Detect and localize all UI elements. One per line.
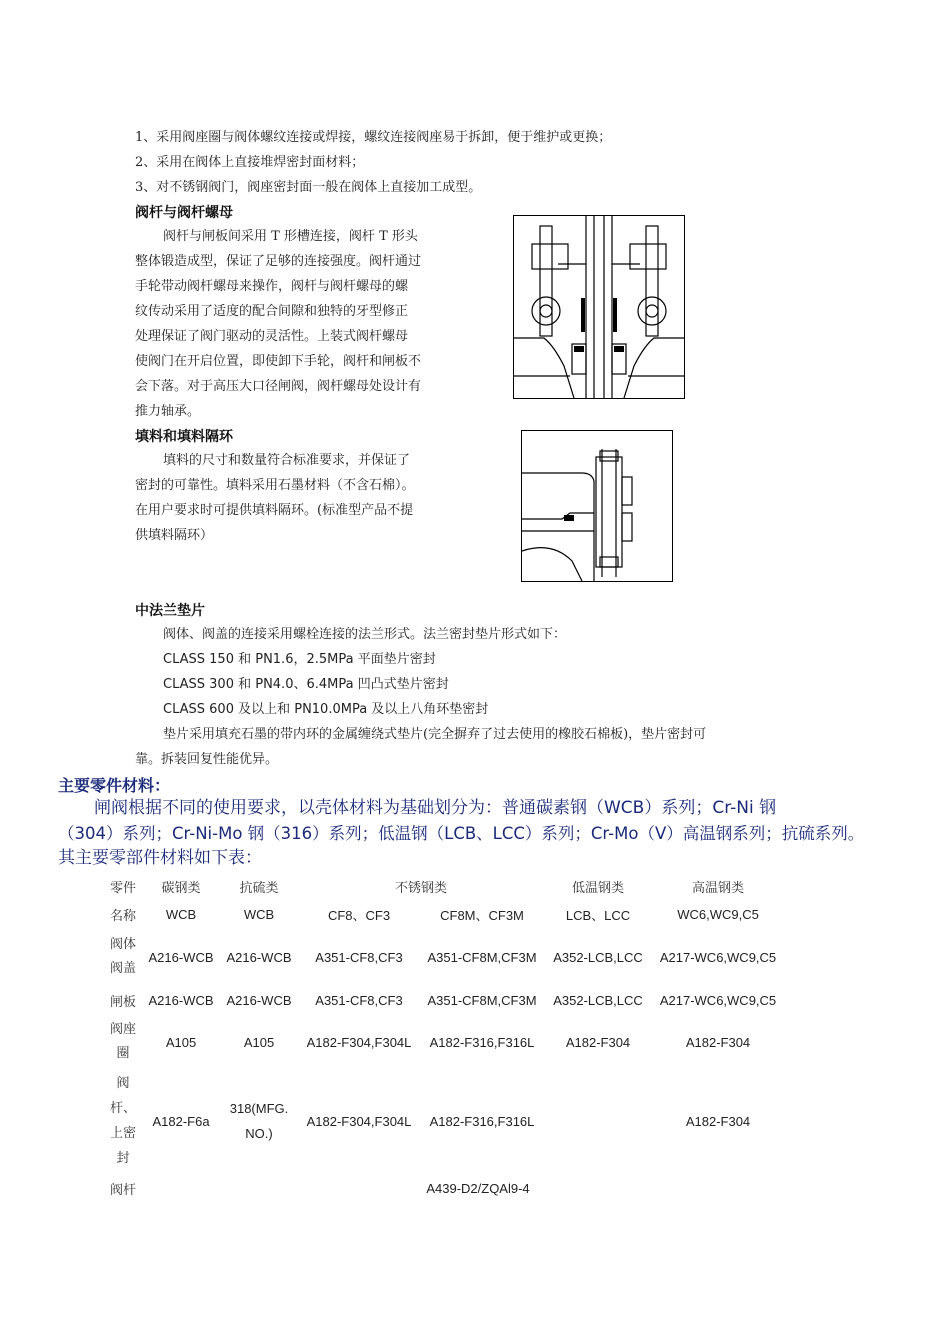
part-name-line: 阀座 <box>109 1022 136 1037</box>
stem-line: 会下落。对于高压大口径闸阀，阀杆螺母处设计有 <box>135 379 422 394</box>
table-cell: A182-F316,F316L <box>429 1034 535 1050</box>
table-cell: A182-F304,F304L <box>306 1113 412 1129</box>
table-cell: A182-F316,F316L <box>429 1113 535 1129</box>
table-cell-line: NO.) <box>245 1126 273 1141</box>
part-name-line: 阀 <box>116 1076 130 1091</box>
gasket-line: CLASS 300 和 PN4.0、6.4MPa 凹凸式垫片密封 <box>163 677 449 692</box>
table-cell: A351-CF8M,CF3M <box>427 992 537 1008</box>
packing-line: 密封的可靠性。填料采用石墨材料（不含石棉）。 <box>135 478 415 493</box>
table-part-name <box>104 928 142 986</box>
stem-line: 阀杆与闸板间采用 T 形槽连接，阀杆 T 形头 <box>163 229 418 244</box>
table-cell: A216-WCB <box>148 949 214 965</box>
gasket-heading: 中法兰垫片 <box>135 603 205 619</box>
stem-line: 使阀门在开启位置，即使卸下手轮，阀杆和闸板不 <box>135 354 422 369</box>
table-header-cell: 不锈钢类 <box>394 880 447 896</box>
table-cell: A105 <box>243 1034 275 1050</box>
packing-paragraph <box>135 448 445 548</box>
stem-line: 手轮带动阀杆螺母来操作，阀杆与阀杆螺母的螺 <box>135 279 409 294</box>
seat-note-3: 3、对不锈钢阀门，阀座密封面一般在阀体上直接加工成型。 <box>135 180 482 195</box>
table-cell: A216-WCB <box>226 949 292 965</box>
table-header-cell: WCB <box>243 906 275 922</box>
table-cell: A182-F304,F304L <box>306 1034 412 1050</box>
materials-heading: 主要零件材料： <box>58 776 171 795</box>
table-header-cell: 抗硫类 <box>239 880 279 896</box>
gasket-paragraph <box>135 622 775 772</box>
table-part-name: 闸板 <box>109 994 136 1010</box>
table-cell-line: 318(MFG. <box>229 1101 289 1116</box>
packing-line: 供填料隔环） <box>135 528 214 543</box>
gasket-line: 靠。拆装回复性能优异。 <box>135 752 279 767</box>
part-name-line: 阀体 <box>109 937 136 952</box>
table-cell: A352-LCB,LCC <box>553 992 643 1008</box>
table-cell: A217-WC6,WC9,C5 <box>659 949 777 965</box>
table-cell <box>544 1070 652 1172</box>
table-cell: A351-CF8,CF3 <box>315 949 403 965</box>
materials-intro <box>58 796 908 871</box>
table-part-name <box>104 1070 142 1172</box>
table-header-cell: 低温钢类 <box>571 880 624 896</box>
table-header-cell: WCB <box>165 906 197 922</box>
table-cell: A439-D2/ZQAl9-4 <box>426 1180 530 1196</box>
stem-paragraph <box>135 224 445 424</box>
table-cell: A216-WCB <box>148 992 214 1008</box>
stem-nut-drawing <box>513 215 685 399</box>
gasket-line: 垫片采用填充石墨的带内环的金属缠绕式垫片(完全摒弃了过去使用的橡胶石棉板)，垫片密封可 <box>163 727 707 742</box>
stem-line: 纹传动采用了适度的配合间隙和独特的牙型修正 <box>135 304 409 319</box>
materials-table <box>104 872 784 1204</box>
part-name-line: 圈 <box>116 1046 130 1061</box>
table-cell: A182-F304 <box>685 1113 751 1129</box>
packing-drawing <box>521 430 673 582</box>
table-row <box>104 1172 784 1204</box>
table-row <box>104 1070 784 1172</box>
table-part-name <box>104 1014 142 1070</box>
part-name-line: 杆、 <box>109 1101 136 1116</box>
table-header-row <box>104 872 784 900</box>
seat-note-1: 1、采用阀座圈与阀体螺纹连接或焊接，螺纹连接阀座易于拆卸，便于维护或更换； <box>135 130 612 145</box>
table-header-cell: 零件 <box>109 880 136 896</box>
stem-line: 整体锻造成型，保证了足够的连接强度。阀杆通过 <box>135 254 422 269</box>
materials-intro-line: 其主要零部件材料如下表： <box>58 848 262 868</box>
stem-heading: 阀杆与阀杆螺母 <box>135 205 233 221</box>
table-row <box>104 986 784 1014</box>
table-header-cell: 名称 <box>109 908 136 924</box>
table-header-cell: WC6,WC9,C5 <box>677 906 759 922</box>
table-row <box>104 928 784 986</box>
table-cell: A182-F304 <box>685 1034 751 1050</box>
table-cell: A352-LCB,LCC <box>553 949 643 965</box>
part-name-line: 阀盖 <box>109 961 136 976</box>
table-cell: A182-F304 <box>565 1034 631 1050</box>
table-cell: A351-CF8M,CF3M <box>427 949 537 965</box>
table-cell: A216-WCB <box>226 992 292 1008</box>
table-header-row <box>104 900 784 928</box>
table-part-name: 阀杆 <box>109 1182 136 1198</box>
stem-line: 处理保证了阀门驱动的灵活性。上装式阀杆螺母 <box>135 329 409 344</box>
table-header-cell: CF8M、CF3M <box>440 907 524 923</box>
table-row <box>104 1014 784 1070</box>
table-cell: A351-CF8,CF3 <box>315 992 403 1008</box>
table-cell: A105 <box>165 1034 197 1050</box>
packing-line: 填料的尺寸和数量符合标准要求，并保证了 <box>163 453 411 468</box>
gasket-line: CLASS 150 和 PN1.6，2.5MPa 平面垫片密封 <box>163 652 436 667</box>
table-cell <box>220 1070 298 1172</box>
gasket-line: 阀体、阀盖的连接采用螺栓连接的法兰形式。法兰密封垫片形式如下： <box>163 627 567 642</box>
table-header-cell: 碳钢类 <box>161 880 201 896</box>
table-cell: A182-F6a <box>152 1113 210 1129</box>
table-header-cell: LCB、LCC <box>565 907 631 923</box>
materials-intro-line: 闸阀根据不同的使用要求，以壳体材料为基础划分为：普通碳素钢（WCB）系列；Cr-Ni 钢 <box>94 798 777 818</box>
packing-line: 在用户要求时可提供填料隔环。(标准型产品不提 <box>135 503 414 518</box>
part-name-line: 封 <box>116 1151 130 1166</box>
packing-heading: 填料和填料隔环 <box>135 429 233 445</box>
part-name-line: 上密 <box>109 1126 136 1141</box>
table-cell: A217-WC6,WC9,C5 <box>659 992 777 1008</box>
seat-note-2: 2、采用在阀体上直接堆焊密封面材料； <box>135 155 365 170</box>
gasket-line: CLASS 600 及以上和 PN10.0MPa 及以上八角环垫密封 <box>163 702 489 717</box>
table-header-cell: 高温钢类 <box>691 880 744 896</box>
materials-intro-line: （304）系列；Cr-Ni-Mo 钢（316）系列；低温钢（LCB、LCC）系列；Cr-Mo（V）高温钢系列；抗硫系列。 <box>58 824 865 843</box>
table-header-cell: CF8、CF3 <box>327 907 391 923</box>
stem-line: 推力轴承。 <box>135 404 201 419</box>
